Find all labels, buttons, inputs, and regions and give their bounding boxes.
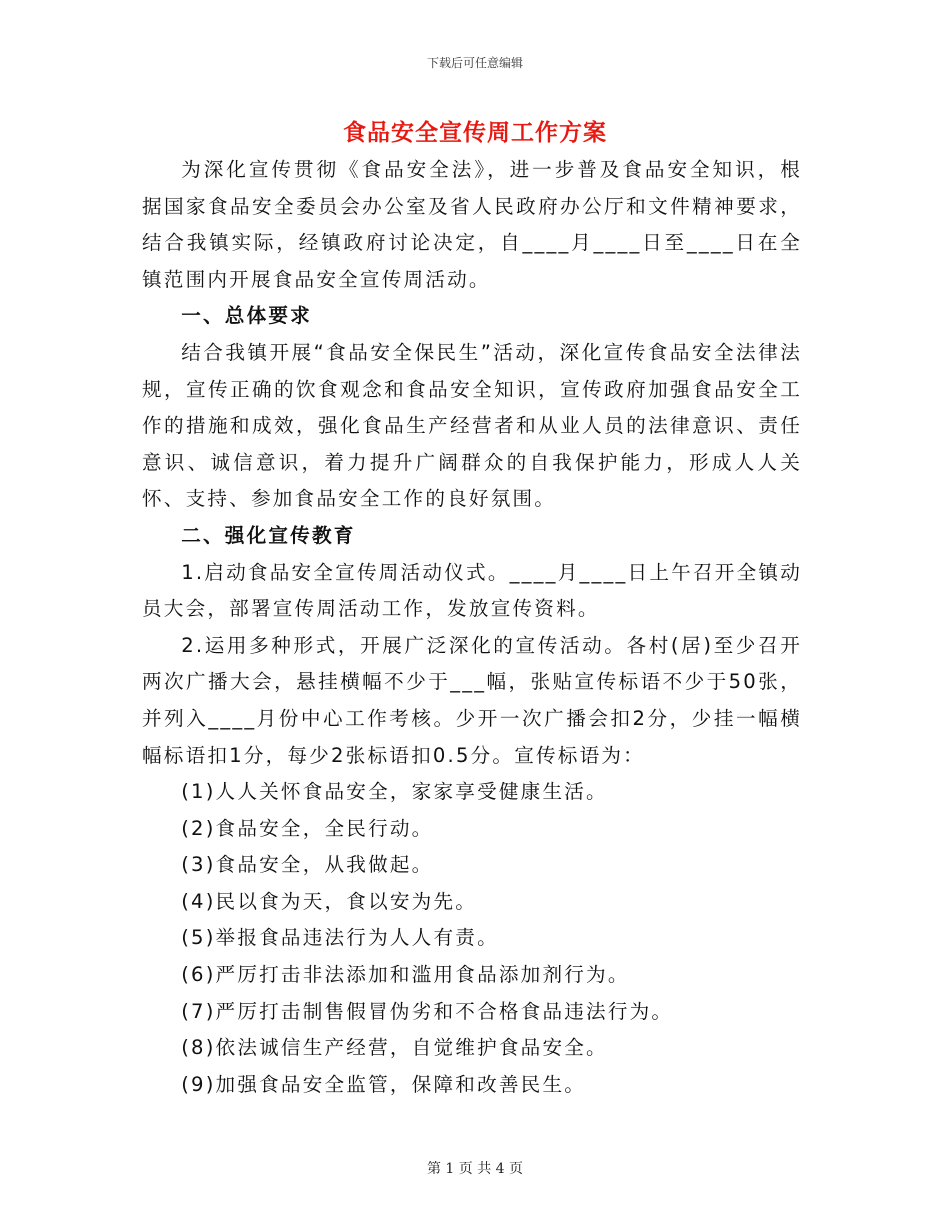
slogan-item: (6)严厉打击非法添加和滥用食品添加剂行为。 xyxy=(181,963,630,987)
document-body xyxy=(142,152,802,1103)
slogan-item: (1)人人关怀食品安全，家家享受健康生活。 xyxy=(181,780,608,804)
page-header-note: 下载后可任意编辑 xyxy=(426,56,523,70)
slogan-item: (5)举报食品违法行为人人有责。 xyxy=(181,926,499,950)
page-footer-indicator: 第 1 页 共 4 页 xyxy=(426,1161,524,1177)
slogan-item: (9)加强食品安全监管，保障和改善民生。 xyxy=(181,1072,587,1096)
section-heading-2: 二、强化宣传教育 xyxy=(181,523,356,547)
slogan-item: (3)食品安全，从我做起。 xyxy=(181,853,434,877)
slogan-item: (8)依法诚信生产经营，自觉维护食品安全。 xyxy=(181,1036,608,1060)
slogan-item: (7)严厉打击制售假冒伪劣和不合格食品违法行为。 xyxy=(181,999,674,1023)
section-1-paragraph: 结合我镇开展“食品安全保民生”活动，深化宣传食品安全法律法规，宣传正确的饮食观念和食品安全知识，宣传政府加强食品安全工作的措施和成效，强化食品生产经营者和从业人员的法律意识、责任意识、诚信意识，着力提升广阔群众的自我保护能力，形成人人关怀、支持、参加食品安全工作的良好氛围。 xyxy=(142,340,802,511)
document-title: 食品安全宣传周工作方案 xyxy=(343,120,607,146)
slogan-item: (2)食品安全，全民行动。 xyxy=(181,816,434,840)
item-2-paragraph: 2.运用多种形式，开展广泛深化的宣传活动。各村(居)至少召开两次广播大会，悬挂横幅不少于___幅，张贴宣传标语不少于50张，并列入____月份中心工作考核。少开一次广播会扣2分，少挂一幅横幅标语扣1分，每少2张标语扣0.5分。宣传标语为： xyxy=(142,633,802,767)
section-heading-1: 一、总体要求 xyxy=(181,304,312,328)
intro-paragraph: 为深化宣传贯彻《食品安全法》，进一步普及食品安全知识，根据国家食品安全委员会办公室及省人民政府办公厅和文件精神要求，结合我镇实际，经镇政府讨论决定，自____月____日至____日在全镇范围内开展食品安全宣传周活动。 xyxy=(142,158,802,291)
item-1-paragraph: 1.启动食品安全宣传周活动仪式。____月____日上午召开全镇动员大会，部署宣传周活动工作，发放宣传资料。 xyxy=(142,560,802,621)
slogan-item: (4)民以食为天，食以安为先。 xyxy=(181,889,478,913)
